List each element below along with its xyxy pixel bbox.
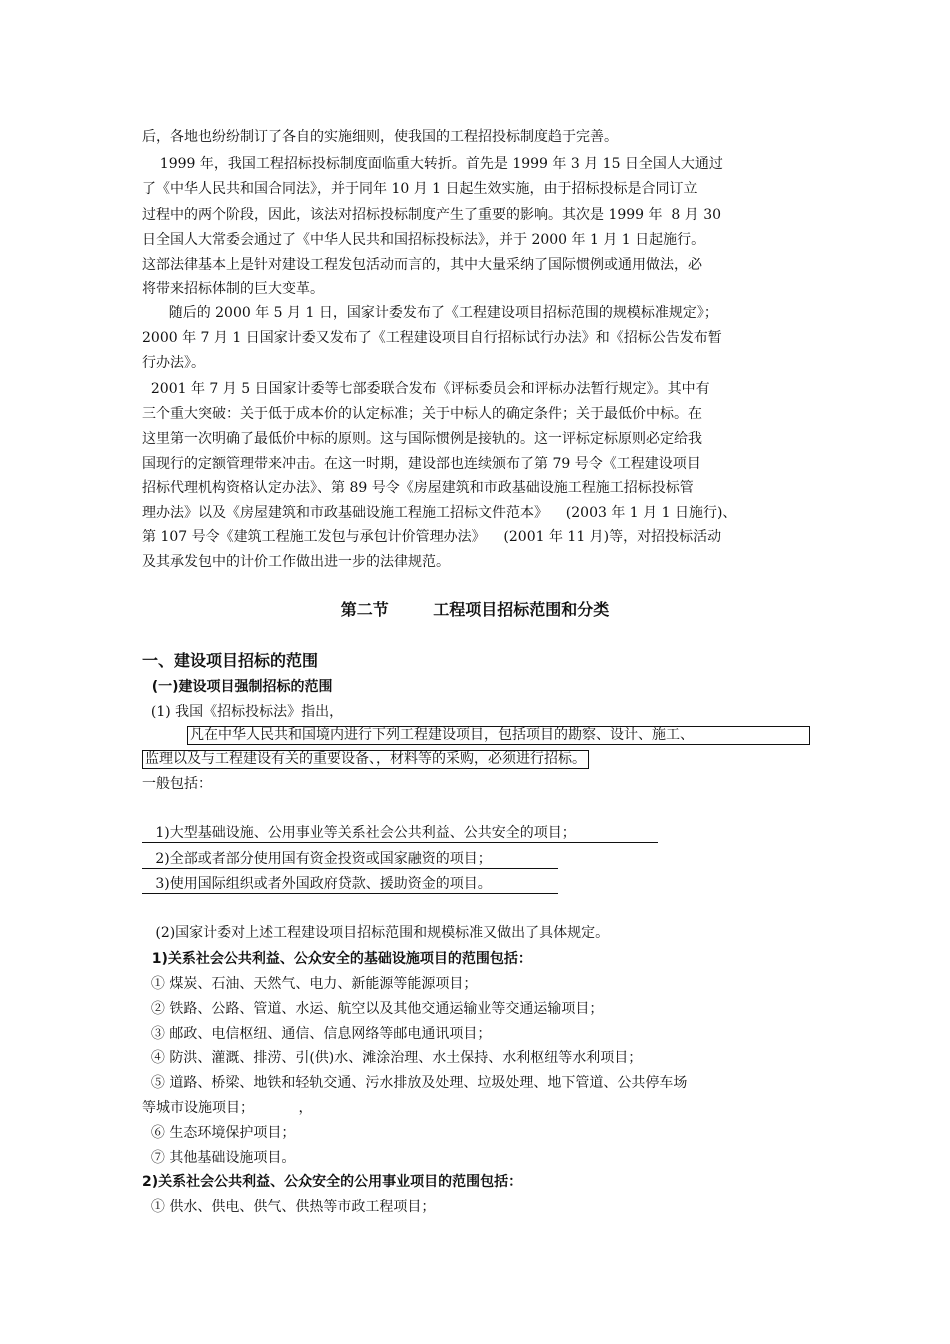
history-line: 1999 年，我国工程招标投标制度面临重大转折。首先是 1999 年 3 月 15 日全国人大通过 bbox=[142, 156, 723, 172]
part-heading: 一、建设项目招标的范围 bbox=[142, 651, 319, 670]
law-quote-box-line1: 凡在中华人民共和国境内进行下列工程建设项目，包括项目的勘察、设计、施工、 bbox=[187, 726, 810, 745]
list-item: ③ 邮政、电信枢纽、通信、信息网络等邮电通讯项目； bbox=[142, 1026, 492, 1042]
list-item: ① 供水、供电、供气、供热等市政工程项目； bbox=[142, 1199, 436, 1215]
list-item: 3)使用国际组织或者外国政府贷款、援助资金的项目。 bbox=[142, 875, 558, 894]
list-item: ⑥ 生态环境保护项目； bbox=[142, 1125, 296, 1141]
list-item: 等城市设施项目； ， bbox=[142, 1100, 313, 1116]
law-intro: (1) 我国《招标投标法》指出， bbox=[142, 704, 344, 720]
history-line: 及其承发包中的计价工作做出进一步的法律规范。 bbox=[142, 554, 450, 570]
history-line: 随后的 2000 年 5 月 1 日，国家计委发布了《工程建设项目招标范围的规模标准规定》； bbox=[142, 305, 718, 321]
history-line: 了《中华人民共和国合同法》，并于同年 10 月 1 日起生效实施，由于招标投标是合同订立 bbox=[142, 181, 698, 197]
history-line: 2001 年 7 月 5 日国家计委等七部委联合发布《评标委员会和评标办法暂行规定》。其中有 bbox=[142, 381, 710, 397]
history-line: 后，各地也纷纷制订了各自的实施细则，使我国的工程招投标制度趋于完善。 bbox=[142, 129, 618, 145]
history-line: 行办法》。 bbox=[142, 355, 205, 371]
infra-heading: 1)关系社会公共利益、公众安全的基础设施项目的范围包括： bbox=[142, 951, 532, 967]
list-item: ⑤ 道路、桥梁、地铁和轻轨交通、污水排放及处理、垃圾处理、地下管道、公共停车场 bbox=[142, 1075, 688, 1091]
history-line: 这部法律基本上是针对建设工程发包活动而言的，其中大量采纳了国际惯例或通用做法，必 bbox=[142, 257, 702, 273]
subheading: (一)建设项目强制招标的范围 bbox=[142, 679, 333, 695]
list-item: 2)全部或者部分使用国有资金投资或国家融资的项目； bbox=[142, 850, 558, 869]
list-item: ② 铁路、公路、管道、水运、航空以及其他交通运输业等交通运输项目； bbox=[142, 1001, 604, 1017]
history-line: 招标代理机构资格认定办法》、第 89 号令《房屋建筑和市政基础设施工程施工招标投标管 bbox=[142, 480, 694, 496]
public-heading: 2)关系社会公共利益、公众安全的公用事业项目的范围包括： bbox=[142, 1174, 523, 1190]
list-item: 1)大型基础设施、公用事业等关系社会公共利益、公共安全的项目； bbox=[142, 824, 658, 843]
list-item: ① 煤炭、石油、天然气、电力、新能源等能源项目； bbox=[142, 976, 478, 992]
history-line: 将带来招标体制的巨大变革。 bbox=[142, 281, 324, 297]
section-title: 第二节 工程项目招标范围和分类 bbox=[340, 600, 610, 619]
history-line: 过程中的两个阶段，因此，该法对招标投标制度产生了重要的影响。其次是 1999 年 8 月 30 bbox=[142, 207, 722, 223]
law-quote-box-line2: 监理以及与工程建设有关的重要设备、，材料等的采购，必须进行招标。 bbox=[142, 750, 589, 769]
general-label: 一般包括： bbox=[142, 776, 212, 792]
history-line: 2000 年 7 月 1 日国家计委又发布了《工程建设项目自行招标试行办法》和《招标公告发布暂 bbox=[142, 330, 722, 346]
history-line: 国现行的定额管理带来冲击。在这一时期，建设部也连续颁布了第 79 号令《工程建设项目 bbox=[142, 456, 701, 472]
list-item: ⑦ 其他基础设施项目。 bbox=[142, 1150, 296, 1166]
rule-2: (2)国家计委对上述工程建设项目招标范围和规模标准又做出了具体规定。 bbox=[142, 925, 610, 941]
list-item: ④ 防洪、灌溉、排涝、引(供)水、滩涂治理、水土保持、水利枢纽等水利项目； bbox=[142, 1050, 643, 1066]
history-line: 第 107 号令《建筑工程施工发包与承包计价管理办法》 (2001 年 11 月)等，对招投标活动 bbox=[142, 529, 722, 545]
history-line: 日全国人大常委会通过了《中华人民共和国招标投标法》，并于 2000 年 1 月 1 日起施行。 bbox=[142, 232, 706, 248]
history-line: 这里第一次明确了最低价中标的原则。这与国际惯例是接轨的。这一评标定标原则必定给我 bbox=[142, 431, 702, 447]
history-line: 理办法》以及《房屋建筑和市政基础设施工程施工招标文件范本》 (2003 年 1 月 1 日施行)、 bbox=[142, 505, 737, 521]
history-line: 三个重大突破：关于低于成本价的认定标准；关于中标人的确定条件；关于最低价中标。在 bbox=[142, 406, 702, 422]
